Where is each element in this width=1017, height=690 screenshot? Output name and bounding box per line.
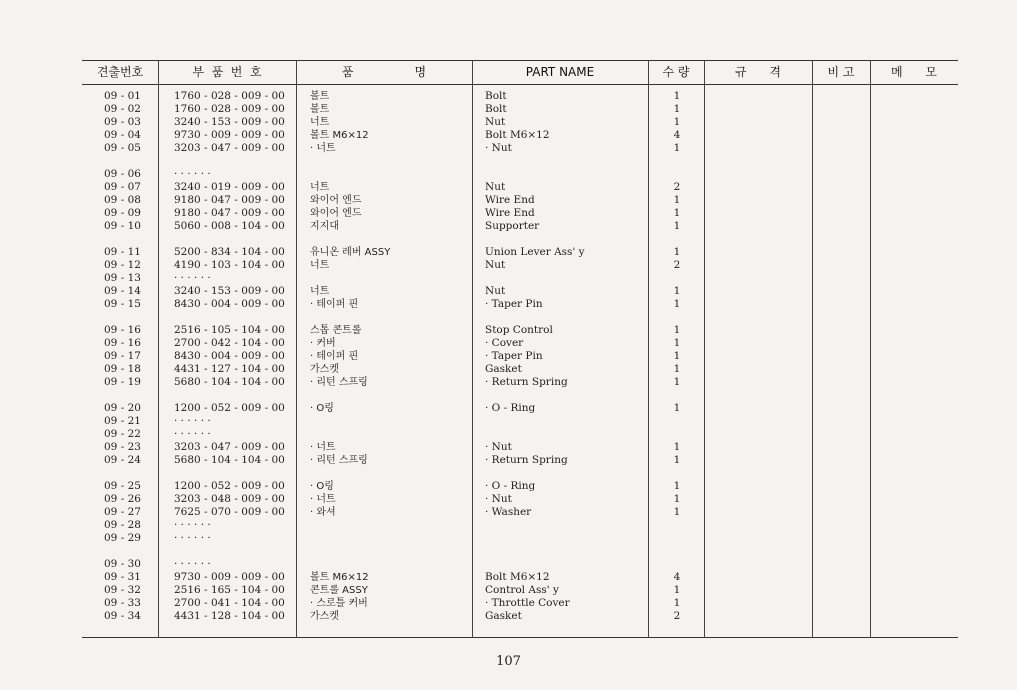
korean-name: 너트 — [310, 182, 330, 193]
korean-name: · 너트 — [310, 494, 336, 505]
table-row — [82, 506, 958, 519]
index-number: 09 - 15 — [104, 298, 141, 310]
table-row — [82, 259, 958, 272]
table-row — [82, 376, 958, 389]
table-row — [82, 363, 958, 376]
part-name: Bolt — [485, 103, 507, 115]
table-row — [82, 428, 958, 441]
index-number: 09 - 16 — [104, 337, 141, 349]
korean-name: 볼트 M6×12 — [310, 130, 369, 141]
part-number: 4431 - 127 - 104 - 00 — [174, 363, 285, 375]
part-name: · O - Ring — [485, 402, 536, 414]
table-row — [82, 415, 958, 428]
korean-name: 스톱 콘트롤 — [310, 325, 362, 336]
header-bottom-rule — [82, 84, 958, 85]
index-number: 09 - 21 — [104, 415, 141, 427]
part-number: 2700 - 042 - 104 - 00 — [174, 337, 285, 349]
quantity: 1 — [673, 402, 681, 414]
korean-name: 가스켓 — [310, 611, 339, 622]
quantity: 1 — [673, 194, 681, 206]
index-number: 09 - 16 — [104, 324, 141, 336]
header-part-number: 부 품 번 호 — [192, 65, 262, 79]
index-number: 09 - 19 — [104, 376, 141, 388]
table-row — [82, 324, 958, 337]
table-row — [82, 441, 958, 454]
part-name: Union Lever Ass' y — [485, 246, 585, 258]
quantity: 1 — [673, 493, 681, 505]
table-row — [82, 480, 958, 493]
quantity: 1 — [673, 454, 681, 466]
table-row — [82, 597, 958, 610]
part-number: · · · · · · — [174, 519, 211, 531]
korean-name: 와이어 엔드 — [310, 208, 362, 219]
part-number: 3240 - 153 - 009 - 00 — [174, 285, 285, 297]
table-row — [82, 246, 958, 259]
part-name: · Nut — [485, 142, 512, 154]
part-number: 5680 - 104 - 104 - 00 — [174, 454, 285, 466]
quantity: 1 — [673, 103, 681, 115]
part-number: 1200 - 052 - 009 - 00 — [174, 402, 285, 414]
korean-name: 가스켓 — [310, 364, 339, 375]
part-number: 5060 - 008 - 104 - 00 — [174, 220, 285, 232]
part-number: · · · · · · — [174, 558, 211, 570]
part-number: 1760 - 028 - 009 - 00 — [174, 103, 285, 115]
table-row — [82, 610, 958, 623]
part-name: Bolt — [485, 90, 507, 102]
table-row — [82, 454, 958, 467]
header-index-no: 견출번호 — [96, 65, 144, 79]
part-name: · Return Spring — [485, 454, 568, 466]
part-number: 3203 - 047 - 009 - 00 — [174, 441, 285, 453]
table-row — [82, 181, 958, 194]
part-number: 8430 - 004 - 009 - 00 — [174, 350, 285, 362]
korean-name: 볼트 — [310, 104, 330, 115]
part-number: 9730 - 009 - 009 - 00 — [174, 129, 285, 141]
table-row — [82, 116, 958, 129]
part-number: 3203 - 047 - 009 - 00 — [174, 142, 285, 154]
header-quantity: 수 량 — [662, 65, 690, 79]
part-number: 8430 - 004 - 009 - 00 — [174, 298, 285, 310]
quantity: 1 — [673, 441, 681, 453]
part-number: 2700 - 041 - 104 - 00 — [174, 597, 285, 609]
index-number: 09 - 06 — [104, 168, 141, 180]
index-number: 09 - 33 — [104, 597, 141, 609]
part-name: Nut — [485, 116, 506, 128]
table-row — [82, 272, 958, 285]
table-row — [82, 402, 958, 415]
part-number: 2516 - 165 - 104 - 00 — [174, 584, 285, 596]
korean-name: 너트 — [310, 117, 330, 128]
index-number: 09 - 10 — [104, 220, 141, 232]
table-row — [82, 519, 958, 532]
quantity: 1 — [673, 207, 681, 219]
page-number: 107 — [496, 654, 521, 669]
part-number: · · · · · · — [174, 168, 211, 180]
header-memo: 메 모 — [890, 65, 938, 79]
part-number: 1200 - 052 - 009 - 00 — [174, 480, 285, 492]
index-number: 09 - 23 — [104, 441, 141, 453]
part-number: · · · · · · — [174, 532, 211, 544]
quantity: 1 — [673, 350, 681, 362]
korean-name: 너트 — [310, 286, 330, 297]
table-row — [82, 532, 958, 545]
part-name: Nut — [485, 285, 506, 297]
part-name: Gasket — [485, 363, 522, 375]
table-row — [82, 194, 958, 207]
part-number: · · · · · · — [174, 415, 211, 427]
part-number: 5680 - 104 - 104 - 00 — [174, 376, 285, 388]
index-number: 09 - 08 — [104, 194, 141, 206]
part-name: Nut — [485, 259, 506, 271]
part-name: · Nut — [485, 493, 512, 505]
quantity: 1 — [673, 597, 681, 609]
part-number: · · · · · · — [174, 272, 211, 284]
parts-table — [82, 60, 958, 638]
korean-name: 너트 — [310, 260, 330, 271]
part-number: 5200 - 834 - 104 - 00 — [174, 246, 285, 258]
quantity: 4 — [673, 571, 681, 583]
quantity: 1 — [673, 324, 681, 336]
quantity: 1 — [673, 376, 681, 388]
part-number: 3240 - 019 - 009 - 00 — [174, 181, 285, 193]
header-korean-name: 품 명 — [341, 65, 427, 79]
part-name: Bolt M6×12 — [485, 129, 550, 141]
index-number: 09 - 26 — [104, 493, 141, 505]
index-number: 09 - 32 — [104, 584, 141, 596]
table-row — [82, 220, 958, 233]
part-name: · Cover — [485, 337, 524, 349]
index-number: 09 - 11 — [104, 246, 141, 258]
quantity: 2 — [673, 259, 681, 271]
table-bottom-rule — [82, 637, 958, 638]
korean-name: · 스로틀 커버 — [310, 598, 368, 609]
part-number: 9180 - 047 - 009 - 00 — [174, 194, 285, 206]
index-number: 09 - 09 — [104, 207, 141, 219]
part-name: · Return Spring — [485, 376, 568, 388]
index-number: 09 - 25 — [104, 480, 141, 492]
korean-name: 지지대 — [310, 221, 339, 232]
korean-name: · 리턴 스프링 — [310, 455, 368, 466]
quantity: 1 — [673, 363, 681, 375]
index-number: 09 - 04 — [104, 129, 141, 141]
korean-name: · 너트 — [310, 143, 336, 154]
part-name: · Throttle Cover — [485, 597, 570, 609]
quantity: 1 — [673, 116, 681, 128]
table-row — [82, 493, 958, 506]
korean-name: 볼트 M6×12 — [310, 572, 369, 583]
index-number: 09 - 28 — [104, 519, 141, 531]
header-remarks: 비 고 — [827, 65, 855, 79]
index-number: 09 - 18 — [104, 363, 141, 375]
part-name: · Nut — [485, 441, 512, 453]
table-row — [82, 558, 958, 571]
part-number: 4190 - 103 - 104 - 00 — [174, 259, 285, 271]
index-number: 09 - 03 — [104, 116, 141, 128]
index-number: 09 - 27 — [104, 506, 141, 518]
header-part-name: PART NAME — [525, 65, 595, 79]
part-number: 2516 - 105 - 104 - 00 — [174, 324, 285, 336]
index-number: 09 - 01 — [104, 90, 141, 102]
index-number: 09 - 24 — [104, 454, 141, 466]
table-row — [82, 103, 958, 116]
part-name: · Taper Pin — [485, 298, 543, 310]
part-name: Stop Control — [485, 324, 553, 336]
korean-name: · 와셔 — [310, 507, 336, 518]
index-number: 09 - 20 — [104, 402, 141, 414]
part-number: 7625 - 070 - 009 - 00 — [174, 506, 285, 518]
table-row — [82, 90, 958, 103]
part-number: 9180 - 047 - 009 - 00 — [174, 207, 285, 219]
part-number: 9730 - 009 - 009 - 00 — [174, 571, 285, 583]
index-number: 09 - 02 — [104, 103, 141, 115]
quantity: 2 — [673, 181, 681, 193]
quantity: 1 — [673, 480, 681, 492]
index-number: 09 - 30 — [104, 558, 141, 570]
index-number: 09 - 05 — [104, 142, 141, 154]
quantity: 1 — [673, 246, 681, 258]
index-number: 09 - 13 — [104, 272, 141, 284]
part-name: Gasket — [485, 610, 522, 622]
korean-name: 유니온 레버 ASSY — [310, 247, 391, 258]
part-number: 4431 - 128 - 104 - 00 — [174, 610, 285, 622]
table-row — [82, 285, 958, 298]
index-number: 09 - 31 — [104, 571, 141, 583]
quantity: 1 — [673, 298, 681, 310]
korean-name: · O링 — [310, 481, 334, 492]
korean-name: · 테이퍼 핀 — [310, 299, 359, 310]
quantity: 1 — [673, 584, 681, 596]
part-name: · Taper Pin — [485, 350, 543, 362]
part-name: · O - Ring — [485, 480, 536, 492]
table-row — [82, 168, 958, 181]
quantity: 2 — [673, 610, 681, 622]
part-name: · Washer — [485, 506, 532, 518]
part-name: Bolt M6×12 — [485, 571, 550, 583]
korean-name: · 커버 — [310, 338, 336, 349]
part-number: 3203 - 048 - 009 - 00 — [174, 493, 285, 505]
quantity: 1 — [673, 220, 681, 232]
index-number: 09 - 14 — [104, 285, 141, 297]
table-row — [82, 298, 958, 311]
index-number: 09 - 34 — [104, 610, 141, 622]
index-number: 09 - 17 — [104, 350, 141, 362]
table-row — [82, 142, 958, 155]
table-row — [82, 337, 958, 350]
index-number: 09 - 29 — [104, 532, 141, 544]
quantity: 1 — [673, 90, 681, 102]
index-number: 09 - 12 — [104, 259, 141, 271]
part-number: 1760 - 028 - 009 - 00 — [174, 90, 285, 102]
part-name: Wire End — [485, 207, 535, 219]
korean-name: 와이어 엔드 — [310, 195, 362, 206]
quantity: 1 — [673, 142, 681, 154]
korean-name: · 너트 — [310, 442, 336, 453]
quantity: 1 — [673, 337, 681, 349]
korean-name: · 리턴 스프링 — [310, 377, 368, 388]
quantity: 1 — [673, 506, 681, 518]
index-number: 09 - 07 — [104, 181, 141, 193]
part-number: 3240 - 153 - 009 - 00 — [174, 116, 285, 128]
table-row — [82, 350, 958, 363]
table-row — [82, 129, 958, 142]
quantity: 1 — [673, 285, 681, 297]
table-row — [82, 584, 958, 597]
korean-name: · 테이퍼 핀 — [310, 351, 359, 362]
quantity: 4 — [673, 129, 681, 141]
table-row — [82, 207, 958, 220]
index-number: 09 - 22 — [104, 428, 141, 440]
part-name: Wire End — [485, 194, 535, 206]
part-name: Control Ass' y — [485, 584, 559, 596]
korean-name: 콘트롤 ASSY — [310, 585, 368, 596]
part-number: · · · · · · — [174, 428, 211, 440]
korean-name: · O링 — [310, 403, 334, 414]
header-spec: 규 격 — [734, 65, 782, 79]
korean-name: 볼트 — [310, 91, 330, 102]
part-name: Nut — [485, 181, 506, 193]
table-row — [82, 571, 958, 584]
part-name: Supporter — [485, 220, 540, 232]
